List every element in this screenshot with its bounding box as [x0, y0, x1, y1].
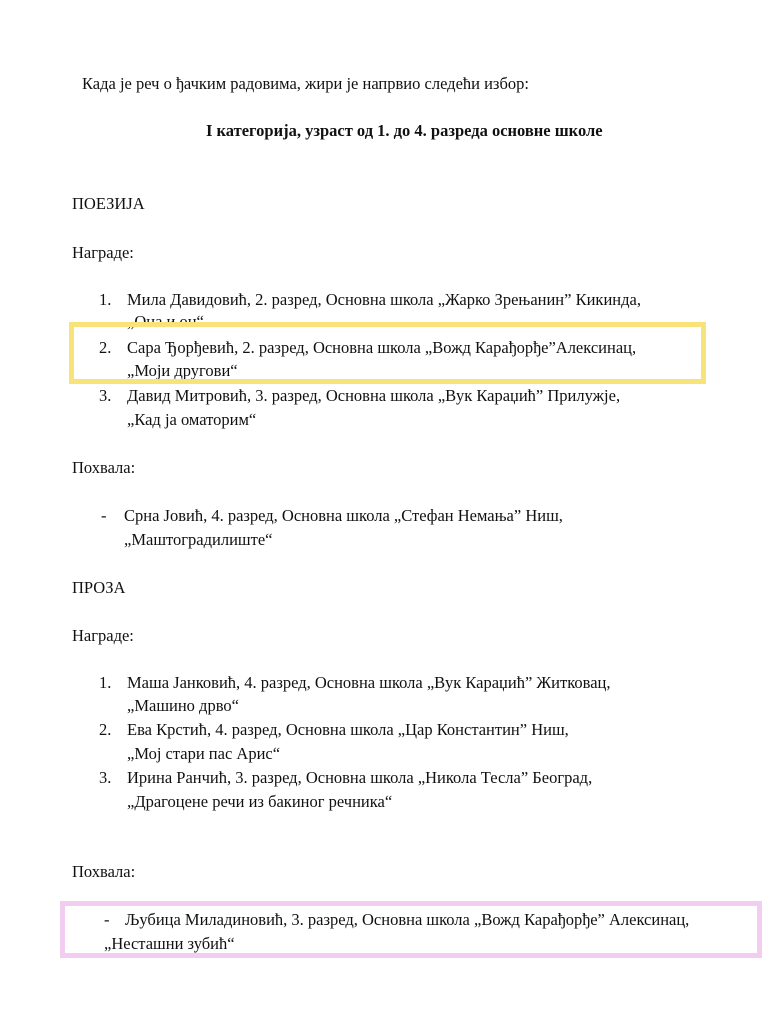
list-item-line1: Мила Давидовић, 2. разред, Основна школа „Жарко Зрењанин” Кикинда, — [127, 290, 641, 309]
category-title: I категорија, узраст од 1. до 4. разреда основне школе — [206, 121, 603, 140]
list-number: 2. — [99, 720, 112, 739]
poetry-praise-label: Похвала: — [72, 458, 136, 477]
list-item-line2: „Моји другови“ — [127, 361, 238, 380]
list-item-line2: „Маштоградилиште“ — [124, 530, 273, 549]
list-item-line2: „Мој стари пас Арис“ — [127, 744, 281, 763]
list-item-line2: „Кад ја оматорим“ — [127, 410, 257, 429]
poetry-heading: ПОЕЗИЈА — [72, 194, 145, 213]
list-item-line1: Маша Јанковић, 4. разред, Основна школа „Вук Караџић” Житковац, — [127, 673, 611, 692]
prose-heading: ПРОЗА — [72, 578, 126, 597]
list-bullet: - — [101, 506, 107, 525]
poetry-awards-label: Награде: — [72, 243, 134, 262]
list-item-line2: „Она и он“ — [127, 312, 204, 331]
list-item-line1: Ирина Ранчић, 3. разред, Основна школа „Никола Тесла” Београд, — [127, 768, 593, 787]
list-number: 1. — [99, 673, 112, 692]
list-item-line1: Сара Ђорђевић, 2. разред, Основна школа „Вожд Карађорђе”Алексинац, — [127, 338, 637, 357]
list-number: 2. — [99, 338, 112, 357]
highlight-box-pink — [60, 901, 762, 958]
prose-praise-label: Похвала: — [72, 862, 136, 881]
intro-text: Када је реч о ђачким радовима, жири је напрвио следећи избор: — [82, 74, 529, 93]
list-item-line1: Давид Митровић, 3. разред, Основна школа „Вук Караџић” Прилужје, — [127, 386, 621, 405]
prose-awards-label: Награде: — [72, 626, 134, 645]
highlight-box-yellow — [69, 322, 706, 384]
list-item-line2: „Драгоцене речи из бакиног речника“ — [127, 792, 393, 811]
list-item-line2: „Машино дрво“ — [127, 696, 239, 715]
list-item-line1: Срна Јовић, 4. разред, Основна школа „Стефан Немања” Ниш, — [124, 506, 563, 525]
list-item-line1: Ева Крстић, 4. разред, Основна школа „Цар Константин” Ниш, — [127, 720, 569, 739]
list-number: 3. — [99, 768, 112, 787]
list-bullet: - — [104, 910, 110, 929]
list-number: 3. — [99, 386, 112, 405]
list-item-line2: „Несташни зубић“ — [104, 934, 235, 953]
list-item-line1: Љубица Миладиновић, 3. разред, Основна школа „Вожд Карађорђе” Алексинац, — [125, 910, 690, 929]
list-number: 1. — [99, 290, 112, 309]
